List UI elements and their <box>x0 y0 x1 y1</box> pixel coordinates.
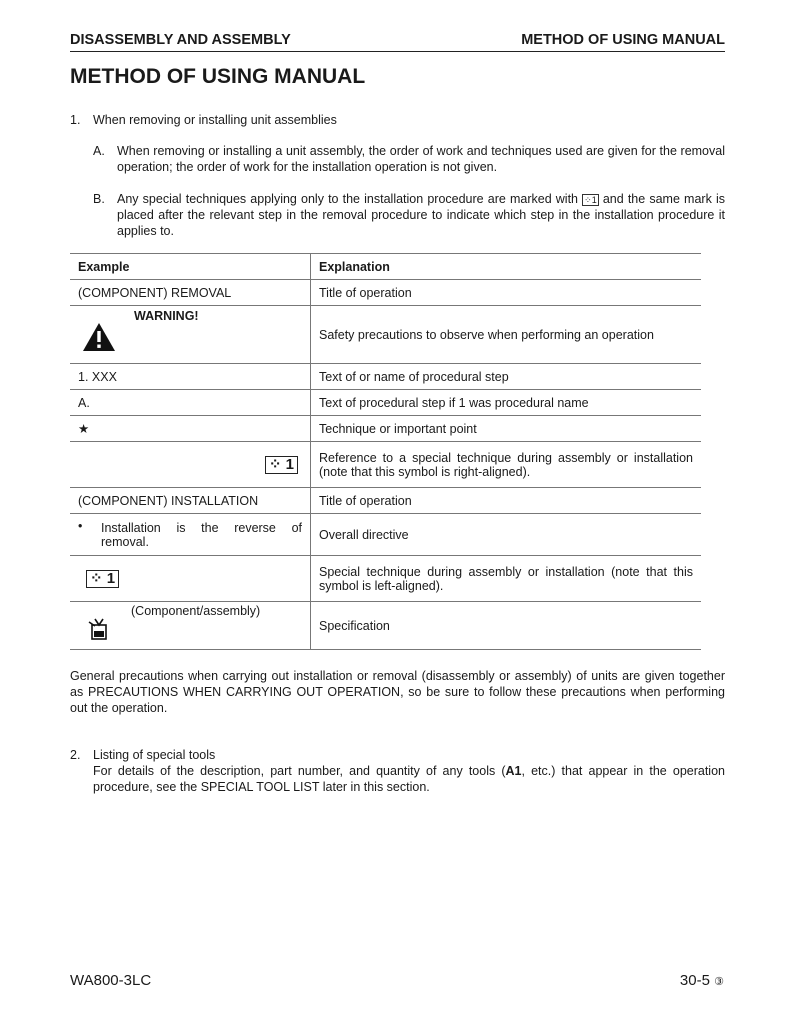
item-2 <box>70 747 725 795</box>
table-row: (COMPONENT) INSTALLATION Title of operation <box>70 488 701 514</box>
table-row: ⁘ 1 Reference to a special technique during assembly or installation (note that this symbol is right-aligned). <box>70 442 701 488</box>
warning-label: WARNING! <box>134 309 199 323</box>
assembly-mark-icon: ⁘ 1 <box>265 456 298 474</box>
item-1a-label: A. <box>93 144 105 158</box>
specification-icon <box>88 617 110 641</box>
item-1b-label: B. <box>93 192 105 206</box>
item-1a-text: When removing or installing a unit assembly, the order of work and techniques used are given for the removal operation; the order of work for the installation operation is not given. <box>117 144 725 174</box>
item-1 <box>70 112 725 128</box>
item-2-heading: Listing of special tools <box>93 748 216 762</box>
example-table <box>70 253 701 650</box>
table-row: • Installation is the reverse of removal. Overall directive <box>70 514 701 556</box>
revision-mark: ③ <box>714 976 724 988</box>
page-number: 30-5 <box>679 972 710 989</box>
star-icon: ★ <box>70 416 311 442</box>
item-1a <box>93 143 725 175</box>
item-1-number: 1. <box>70 113 81 127</box>
bullet: • <box>78 519 83 533</box>
header-topic: METHOD OF USING MANUAL <box>521 32 725 48</box>
column-header-example: Example <box>70 254 311 280</box>
header-section: DISASSEMBLY AND ASSEMBLY <box>70 32 291 48</box>
general-precautions: General precautions when carrying out installation or removal (disassembly or assembly) of units are given together as PRECAUTIONS WHEN CARRYING OUT OPERATION, so be sure to follow these precautions when performing out the operation. <box>70 669 725 715</box>
item-1b <box>93 191 725 239</box>
table-row: A. Text of procedural step if 1 was procedural name <box>70 390 701 416</box>
table-row: ★ Technique or important point <box>70 416 701 442</box>
assembly-mark-icon: ⁘ 1 <box>86 570 119 588</box>
table-row: (Component/assembly) Specification <box>70 602 701 650</box>
assembly-mark-icon: ⁘1 <box>584 194 597 205</box>
item-2-number: 2. <box>70 748 81 762</box>
item-1-heading: When removing or installing unit assemblies <box>93 113 337 127</box>
item-1b-text: Any special techniques applying only to the installation procedure are marked with ⁘1 and the same mark is placed after the relevant step in the removal procedure to indicate which step in the installation procedure it applies to. <box>117 192 725 238</box>
table-row: ⁘ 1 Special technique during assembly or installation (note that this symbol is left-aligned). <box>70 556 701 602</box>
component-assembly-label: (Component/assembly) <box>131 604 261 618</box>
item-2-text: For details of the description, part number, and quantity of any tools (A1, etc.) that appear in the operation procedure, see the SPECIAL TOOL LIST later in this section. <box>93 764 725 794</box>
footer-page <box>680 972 724 989</box>
table-row: 1. XXX Text of or name of procedural step <box>70 364 701 390</box>
table-row: (COMPONENT) REMOVAL Title of operation <box>70 280 701 306</box>
table-row: WARNING! Safety precautions to observe when performing an operation <box>70 306 701 364</box>
page-header <box>70 32 725 52</box>
warning-triangle-icon <box>82 322 116 352</box>
footer-model: WA800-3LC <box>70 972 152 989</box>
tool-reference: A1 <box>505 764 522 778</box>
page-title: METHOD OF USING MANUAL <box>70 65 366 88</box>
column-header-explanation: Explanation <box>311 254 702 280</box>
table-header-row <box>70 254 701 280</box>
